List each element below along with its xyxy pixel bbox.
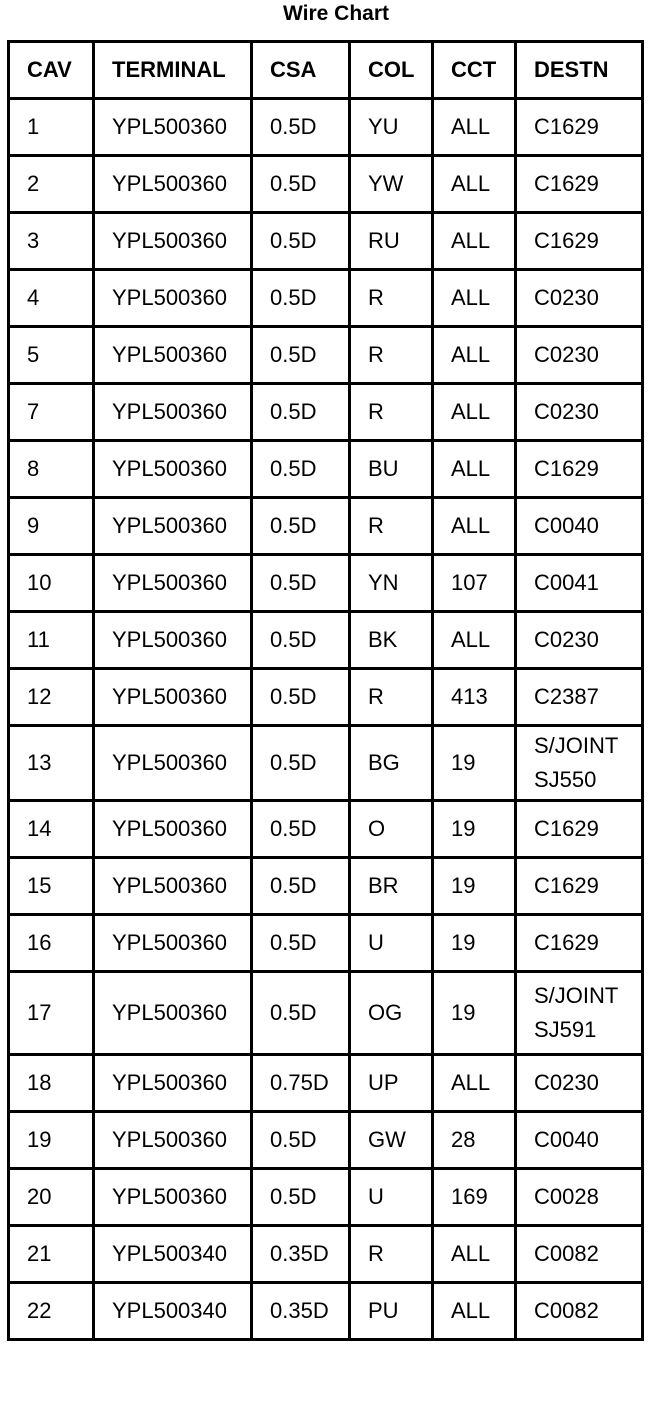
cell-csa: 0.5D [252, 213, 350, 270]
wire-chart-table [7, 40, 644, 1341]
table-row [9, 669, 643, 726]
cell-destn: C0040 [516, 1112, 643, 1169]
cell-destn: C0082 [516, 1226, 643, 1283]
cell-csa: 0.75D [252, 1055, 350, 1112]
table-header-row [9, 42, 643, 99]
cell-cct: 19 [433, 972, 516, 1055]
cell-cav: 1 [9, 99, 94, 156]
cell-col: GW [350, 1112, 433, 1169]
cell-csa: 0.5D [252, 1169, 350, 1226]
table-row [9, 915, 643, 972]
cell-destn: C0040 [516, 498, 643, 555]
table-row [9, 1226, 643, 1283]
cell-csa: 0.5D [252, 555, 350, 612]
cell-csa: 0.5D [252, 441, 350, 498]
table-row [9, 498, 643, 555]
cell-cav: 16 [9, 915, 94, 972]
cell-cav: 3 [9, 213, 94, 270]
cell-cav: 11 [9, 612, 94, 669]
cell-destn [516, 726, 643, 801]
table-row [9, 213, 643, 270]
cell-destn: C1629 [516, 915, 643, 972]
cell-destn: C0028 [516, 1169, 643, 1226]
cell-terminal: YPL500360 [94, 327, 252, 384]
cell-col: BK [350, 612, 433, 669]
cell-cct: 413 [433, 669, 516, 726]
cell-cct: ALL [433, 1283, 516, 1340]
cell-destn: C0230 [516, 270, 643, 327]
cell-col: OG [350, 972, 433, 1055]
cell-cct: ALL [433, 156, 516, 213]
cell-csa: 0.5D [252, 156, 350, 213]
cell-cct: 19 [433, 726, 516, 801]
cell-cav: 9 [9, 498, 94, 555]
cell-cct: ALL [433, 327, 516, 384]
cell-cct: ALL [433, 498, 516, 555]
cell-col: BR [350, 858, 433, 915]
cell-terminal: YPL500360 [94, 669, 252, 726]
cell-cct: ALL [433, 1055, 516, 1112]
cell-cct: 19 [433, 915, 516, 972]
cell-cav: 17 [9, 972, 94, 1055]
cell-csa: 0.5D [252, 1112, 350, 1169]
cell-cav: 22 [9, 1283, 94, 1340]
cell-destn-text: S/JOINT SJ550 [534, 733, 618, 792]
cell-col: BU [350, 441, 433, 498]
cell-csa: 0.5D [252, 801, 350, 858]
cell-terminal: YPL500360 [94, 441, 252, 498]
cell-col: UP [350, 1055, 433, 1112]
cell-cav: 2 [9, 156, 94, 213]
header-terminal: TERMINAL [94, 42, 252, 99]
cell-csa: 0.35D [252, 1283, 350, 1340]
cell-terminal: YPL500360 [94, 498, 252, 555]
cell-col: U [350, 915, 433, 972]
cell-terminal: YPL500360 [94, 213, 252, 270]
cell-destn: C2387 [516, 669, 643, 726]
cell-terminal: YPL500360 [94, 99, 252, 156]
cell-col: R [350, 498, 433, 555]
cell-cct: 19 [433, 858, 516, 915]
cell-destn: C0041 [516, 555, 643, 612]
table-row [9, 1112, 643, 1169]
cell-csa: 0.5D [252, 915, 350, 972]
cell-destn: C0230 [516, 612, 643, 669]
page-title: Wire Chart [283, 2, 389, 25]
cell-col: PU [350, 1283, 433, 1340]
cell-destn: C1629 [516, 441, 643, 498]
header-col: COL [350, 42, 433, 99]
cell-col: U [350, 1169, 433, 1226]
cell-col: RU [350, 213, 433, 270]
table-row [9, 441, 643, 498]
cell-cav: 4 [9, 270, 94, 327]
header-destn: DESTN [516, 42, 643, 99]
cell-csa: 0.5D [252, 99, 350, 156]
cell-col: R [350, 384, 433, 441]
cell-terminal: YPL500360 [94, 915, 252, 972]
cell-csa: 0.5D [252, 327, 350, 384]
cell-csa: 0.5D [252, 270, 350, 327]
cell-csa: 0.5D [252, 384, 350, 441]
cell-terminal: YPL500360 [94, 1169, 252, 1226]
table-row [9, 801, 643, 858]
cell-cav: 8 [9, 441, 94, 498]
cell-cct: ALL [433, 441, 516, 498]
cell-cct: ALL [433, 612, 516, 669]
cell-terminal: YPL500360 [94, 612, 252, 669]
cell-destn: C1629 [516, 213, 643, 270]
header-csa: CSA [252, 42, 350, 99]
cell-cav: 14 [9, 801, 94, 858]
cell-terminal: YPL500360 [94, 726, 252, 801]
cell-col: R [350, 270, 433, 327]
header-cav: CAV [9, 42, 94, 99]
cell-destn: C1629 [516, 801, 643, 858]
cell-terminal: YPL500360 [94, 555, 252, 612]
cell-cav: 7 [9, 384, 94, 441]
cell-col: BG [350, 726, 433, 801]
cell-csa: 0.35D [252, 1226, 350, 1283]
cell-col: YW [350, 156, 433, 213]
cell-cct: ALL [433, 384, 516, 441]
cell-destn [516, 972, 643, 1055]
table-row [9, 972, 643, 1055]
cell-cav: 19 [9, 1112, 94, 1169]
cell-csa: 0.5D [252, 972, 350, 1055]
cell-terminal: YPL500360 [94, 156, 252, 213]
cell-terminal: YPL500360 [94, 270, 252, 327]
cell-col: O [350, 801, 433, 858]
cell-cct: ALL [433, 1226, 516, 1283]
cell-cct: 107 [433, 555, 516, 612]
table-row [9, 612, 643, 669]
cell-cav: 5 [9, 327, 94, 384]
cell-terminal: YPL500360 [94, 1112, 252, 1169]
cell-col: R [350, 1226, 433, 1283]
cell-cav: 13 [9, 726, 94, 801]
table-row [9, 384, 643, 441]
cell-destn: C1629 [516, 99, 643, 156]
cell-col: R [350, 327, 433, 384]
cell-col: YU [350, 99, 433, 156]
cell-destn: C1629 [516, 156, 643, 213]
cell-cct: 19 [433, 801, 516, 858]
table-row [9, 858, 643, 915]
cell-terminal: YPL500360 [94, 1055, 252, 1112]
cell-terminal: YPL500360 [94, 384, 252, 441]
table-row [9, 327, 643, 384]
cell-destn: C0082 [516, 1283, 643, 1340]
cell-cav: 20 [9, 1169, 94, 1226]
cell-csa: 0.5D [252, 612, 350, 669]
cell-terminal: YPL500360 [94, 972, 252, 1055]
cell-cct: 28 [433, 1112, 516, 1169]
cell-cav: 21 [9, 1226, 94, 1283]
cell-cct: ALL [433, 270, 516, 327]
cell-cav: 18 [9, 1055, 94, 1112]
table-row [9, 99, 643, 156]
cell-csa: 0.5D [252, 669, 350, 726]
cell-terminal: YPL500340 [94, 1226, 252, 1283]
cell-destn-text: S/JOINT SJ591 [534, 983, 618, 1042]
table-row [9, 156, 643, 213]
cell-csa: 0.5D [252, 498, 350, 555]
cell-destn: C0230 [516, 327, 643, 384]
cell-col: R [350, 669, 433, 726]
cell-cav: 15 [9, 858, 94, 915]
header-cct: CCT [433, 42, 516, 99]
cell-destn: C1629 [516, 858, 643, 915]
cell-csa: 0.5D [252, 726, 350, 801]
cell-cav: 10 [9, 555, 94, 612]
table-row [9, 1283, 643, 1340]
cell-terminal: YPL500340 [94, 1283, 252, 1340]
table-row [9, 270, 643, 327]
cell-cct: 169 [433, 1169, 516, 1226]
table-row [9, 1169, 643, 1226]
cell-terminal: YPL500360 [94, 801, 252, 858]
cell-cav: 12 [9, 669, 94, 726]
cell-col: YN [350, 555, 433, 612]
table-row [9, 1055, 643, 1112]
cell-destn: C0230 [516, 384, 643, 441]
cell-destn: C0230 [516, 1055, 643, 1112]
table-row [9, 726, 643, 801]
cell-cct: ALL [433, 213, 516, 270]
cell-cct: ALL [433, 99, 516, 156]
table-row [9, 555, 643, 612]
cell-terminal: YPL500360 [94, 858, 252, 915]
cell-csa: 0.5D [252, 858, 350, 915]
